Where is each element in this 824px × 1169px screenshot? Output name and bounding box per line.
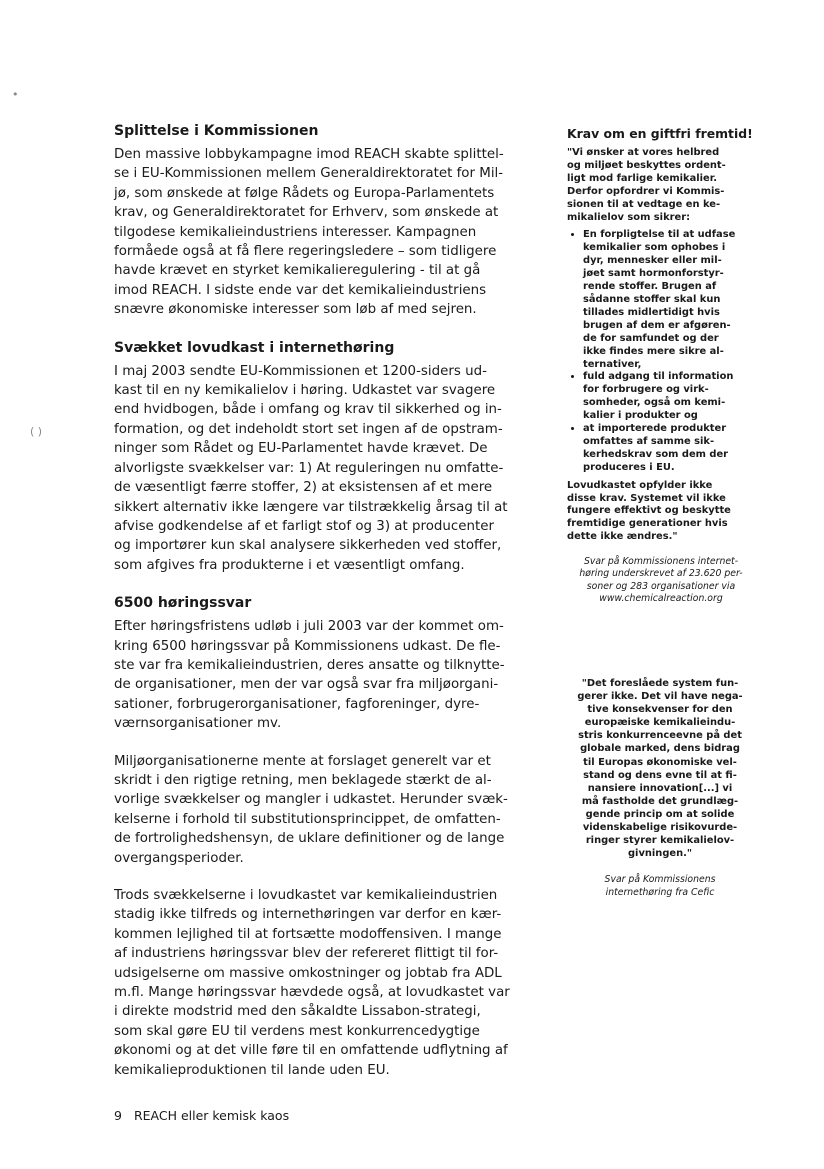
- petition-source: Svar på Kommissionens internet- høring underskrevet af 23.620 per- soner og 283 organisationer via www.chemicalreaction.org: [579, 556, 743, 604]
- cefic-quote: "Det foreslåede system fun- gerer ikke. Det vil have nega- tive konsekvenser for den europæiske kemikalieindu- stris konkurrenceevne på det globale marked, dens bidrag til Europas økonomiske vel- stand og dens evne til at fi- nansiere innovation[...] vi må fastholde det grundlæg- gende princip om at solide videnskabelige risikovurde- ringer styrer kemikalielov- givningen.": [577, 678, 743, 860]
- section-heading: 6500 høringssvar: [114, 595, 252, 612]
- paragraph: Trods svækkelserne i lovudkastet var kemikalieindustrien stadig ikke tilfreds og internethøringen var derfor en kær- kommen lejlighed til at fortsætte modoffensiven. I mange af industriens høringssvar blev der refereret flittigt til for- udsigelserne om massive omkostninger og jobtab fra ADL m.fl. Mange høringssvar hævdede også, at lovudkastet var i direkte modstrid med den såkaldte Lissabon-strategi, som skal gøre EU til verdens mest konkurrencedygtige økonomi og at det ville føre til en omfattende udflytning af kemikalieproduktionen til lande uden EU.: [114, 888, 510, 1078]
- page-footer: [114, 1108, 289, 1123]
- sidebar-petition: [567, 126, 755, 605]
- paragraph: Miljøorganisationerne mente at forslaget generelt var et skridt i den rigtige retning, men beklagede stærkt de al- vorlige svækkelser og mangler i udkastet. Herunder svæk- kelserne i forhold til substitutionsprincippet, de omfatten- de fortrolighedshensyn, de uklare definitioner og de lange overgangsperioder.: [114, 753, 508, 866]
- cefic-source: Svar på Kommissionens internethøring fra Cefic: [604, 874, 716, 898]
- paragraph: I maj 2003 sendte EU-Kommissionen et 1200-siders ud- kast til en ny kemikalielov i høring. Udkastet var svagere end hvidbogen, både i omfang og krav til sikkerhed og in- formation, og det indeholdt stort set ingen af de opstram- ninger som Rådet og EU-Parlamentet havde krævet. De alvorligste svækkelser var: 1) At reguleringen nu omfatte- de væsentligt færre stoffer, 2) at eksistensen af et mere sikkert alternativ ikke længere var tilstrækkelig årsag til at afvise godkendelse af et farligt stof og 3) at producenter og importører kun skal analysere sikkerheden ved stoffer, som afgives fra produkterne i et væsentligt omfang.: [114, 363, 508, 573]
- petition-intro: "Vi ønsker at vores helbred og miljøet beskyttes ordent- ligt mod farlige kemikalier. Derfor opfordrer vi Kommis- sionen til at vedtage en ke- mikalielov som sikrer:: [567, 147, 726, 223]
- section-heading: Splittelse i Kommissionen: [114, 123, 319, 139]
- list-item: • at importerede produkter omfattes af samme sik- kerhedskrav som dem der produceres i EU.: [583, 423, 755, 475]
- main-column: [114, 121, 528, 1080]
- paragraph: Efter høringsfristens udløb i juli 2003 var der kommet om- kring 6500 høringssvar på Kommissionens udkast. De fle- ste var fra kemikalieindustrien, deres ansatte og tilknytte- de organisationer, men der var også svar fra miljøorgani- sationer, forbrugerorganisationer, fagforeninger, dyre- værnsorganisationer mv.: [114, 619, 505, 732]
- page-number: 9: [114, 1108, 122, 1123]
- list-item: • fuld adgang til information for forbrugere og virk- somheder, også om kemi- kalier i produkter og: [583, 371, 755, 423]
- sidebar-quote: [565, 677, 755, 899]
- list-item: • En forpligtelse til at udfase kemikalier som ophobes i dyr, mennesker eller mil- jøet samt hormonforstyr- rende stoffer. Brugen af sådanne stoffer skal kun tillades midlertidigt hvis brugen af dem er afgøren- de for samfundet og der ikke findes mere sikre al- ternativer,: [583, 229, 755, 371]
- section-heading: Svækket lovudkast i internethøring: [114, 339, 395, 356]
- scan-mark: •: [12, 88, 19, 101]
- scan-mark: ( ): [30, 425, 43, 438]
- petition-outro: Lovudkastet opfylder ikke disse krav. Systemet vil ikke fungere effektivt og beskytte fremtidige generationer hvis dette ikke ændres.": [567, 479, 731, 543]
- petition-list: [567, 229, 755, 474]
- paragraph: Den massive lobbykampagne imod REACH skabte splittel- se i EU-Kommissionen mellem Generaldirektoratet for Mil- jø, som ønskede at følge Rådets og Europa-Parlamentets krav, og Generaldirektoratet for Erhverv, som ønskede at tilgodese kemikalieindustriens interesser. Kampagnen formåede også at få flere regeringsledere – som tidligere havde krævet en styrket kemikalieregulering - til at gå imod REACH. I sidste ende var det kemikalieindustriens snævre økonomiske interesser som løb af med sejren.: [114, 147, 504, 318]
- sidebar-title: Krav om en giftfri fremtid!: [567, 126, 753, 141]
- publication-title: REACH eller kemisk kaos: [133, 1108, 290, 1123]
